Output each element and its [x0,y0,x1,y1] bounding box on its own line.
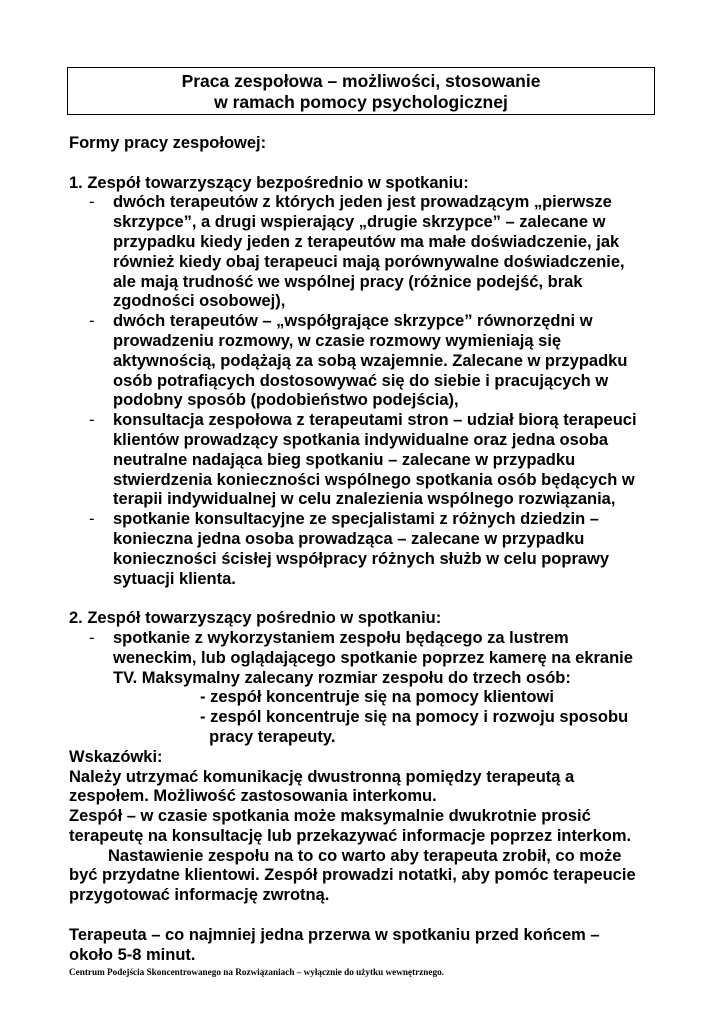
sub-point-1: - zespół koncentruje się na pomocy klientowi [200,688,554,707]
item-line: dwóch terapeutów z których jeden jest prowadzącym „pierwsze [113,193,612,212]
section-1-item-3 [69,411,669,510]
tips-indented-line: Nastawienie zespołu na to co warto aby terapeuta zrobił, co może [108,846,622,865]
item-line: konieczności ścisłej współpracy różnych służb w celu poprawy [113,549,610,568]
title-box [67,67,655,115]
title-line-2: w ramach pomocy psychologicznej [214,92,508,112]
item-line: przypadku kiedy jeden z terapeutów ma małe doświadczenie, jak [113,232,620,251]
section-1-item-4 [69,510,669,589]
section-2-item-1 [69,629,669,688]
item-line: spotkanie konsultacyjne ze specjalistami z różnych dziedzin – [113,510,599,529]
item-line: podobny sposób (podobieństwo podejścia), [113,391,459,410]
tips-line: terapeutę na konsultację lub przekazywać informacje poprzez interkom. [69,826,632,845]
item-line: skrzypce”, a drugi wspierający „drugie skrzypce” – zalecane w [113,213,606,232]
item-line: TV. Maksymalny zalecany rozmiar zespołu do trzech osób: [113,668,571,687]
item-line: aktywnością, podążają za sobą wzajemnie. Zalecane w przypadku [113,351,628,370]
item-line: osób potrafiących dostosowywać się do siebie i pracujących w [113,371,609,390]
forms-heading: Formy pracy zespołowej: [69,134,267,152]
item-line: konieczna jedna osoba prowadząca – zalecane w przypadku [113,529,585,548]
item-line: również kiedy obaj terapeuci mają porównywalne doświadczenie, [113,252,625,271]
item-line: neutralne nadająca bieg spotkaniu – zalecane w przypadku [113,450,576,469]
bullet-dash: - [89,193,95,212]
item-line: dwóch terapeutów – „współgrające skrzypce” równorzędni w [113,312,593,331]
tips-heading: Wskazówki: [69,747,163,766]
sub-point-2-continuation: pracy terapeuty. [200,727,336,746]
tips-line: być przydatne klientowi. Zespół prowadzi notatki, aby pomóc terapeucie [69,866,636,885]
tips-line: Należy utrzymać komunikację dwustronną pomiędzy terapeutą a [69,767,575,786]
break-note-line: około 5-8 minut. [69,945,196,964]
sub-point-2: - zespól koncentruje się na pomocy i rozwoju sposobu [200,708,629,727]
item-line: klientów prowadzący spotkania indywidualne oraz jedna osoba [113,430,609,449]
item-line: sytuacji klienta. [113,569,236,588]
item-line: ale mają trudność we wspólnej pracy (różnice podejść, brak [113,272,583,291]
title-line-1: Praca zespołowa – możliwości, stosowanie [181,71,541,91]
tips-line: Zespół – w czasie spotkania może maksymalnie dwukrotnie prosić [69,807,591,826]
tips-line: przygotować informację zwrotną. [69,886,330,905]
item-line: zgodności osobowej), [113,292,286,311]
bullet-dash: - [89,411,95,430]
section-1-heading: 1. Zespół towarzyszący bezpośrednio w spotkaniu: [69,173,469,192]
bullet-dash: - [89,510,95,529]
section-2-heading: 2. Zespół towarzyszący pośrednio w spotkaniu: [69,609,442,628]
item-line: terapii indywidualnej w celu znalezienia wspólnego rozwiązania, [113,490,616,509]
item-line: weneckim, lub oglądającego spotkanie poprzez kamerę na ekranie [113,648,633,667]
section-1-item-1 [69,193,669,312]
item-line: spotkanie z wykorzystaniem zespołu będącego za lustrem [113,628,569,647]
document-body [69,134,669,965]
page-footer: Centrum Podejścia Skoncentrowanego na Rozwiązaniach – wyłącznie do użytku wewnętrznego. [69,967,444,977]
bullet-dash: - [89,628,95,647]
item-line: konsultacja zespołowa z terapeutami stron – udział biorą terapeuci [113,411,637,430]
tips-line: zespołem. Możliwość zastosowania interkomu. [69,787,437,806]
item-line: stwierdzenia konieczności wspólnego spotkania osób będących w [113,470,635,489]
section-1-item-2 [69,312,669,411]
item-line: prowadzeniu rozmowy, w czasie rozmowy wymieniają się [113,331,562,350]
bullet-dash: - [89,312,95,331]
break-note-line: Terapeuta – co najmniej jedna przerwa w spotkaniu przed końcem – [69,925,600,944]
